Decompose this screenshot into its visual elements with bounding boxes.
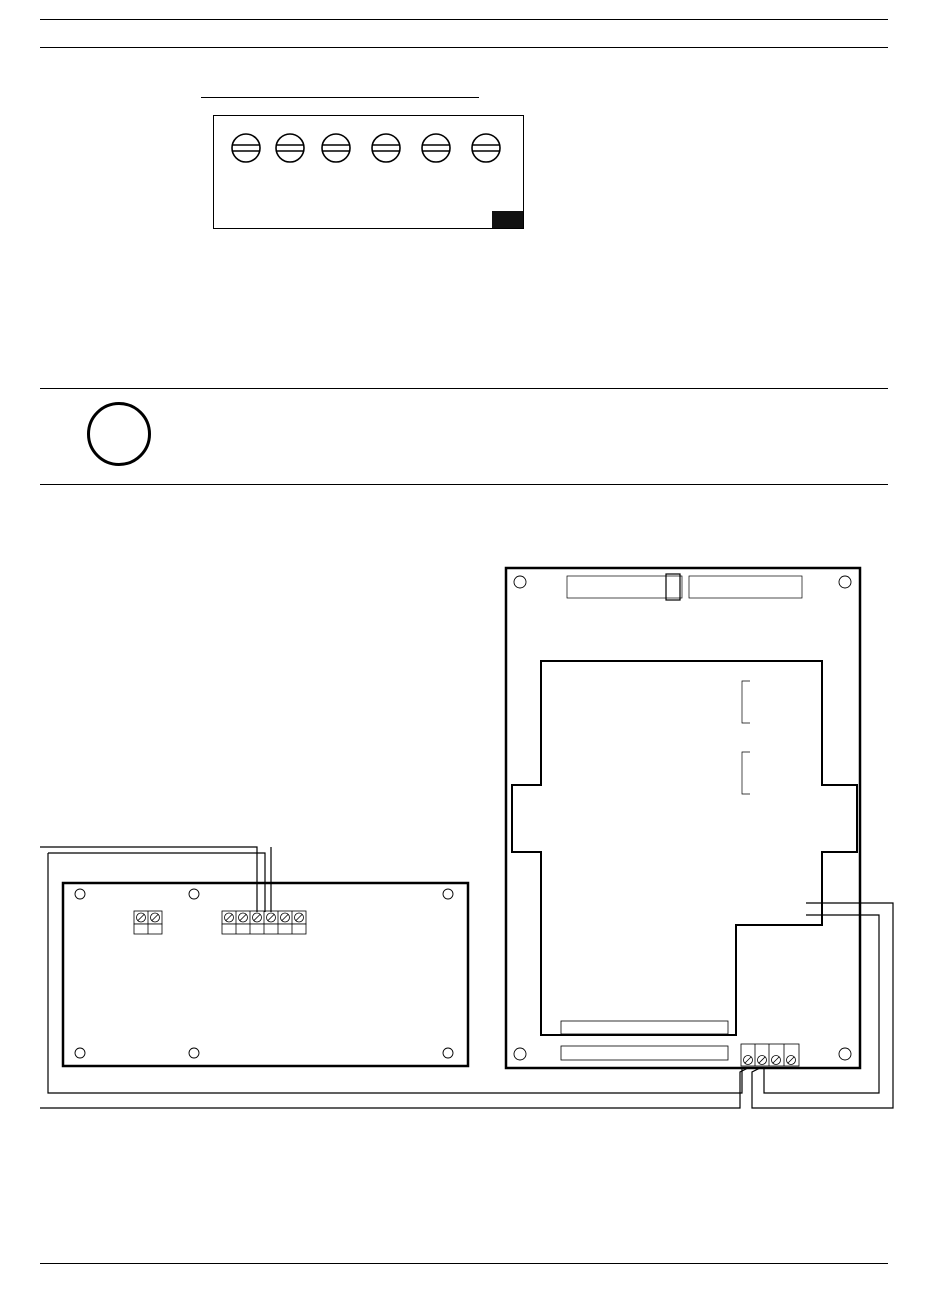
- wire: [752, 903, 893, 1108]
- psu-output-terminal-block: [222, 911, 306, 934]
- ribbon-connectors: [561, 1021, 728, 1060]
- converter-board: [512, 661, 857, 1035]
- power-header-terminal-block: [741, 1044, 799, 1066]
- wire: [40, 1068, 748, 1108]
- reader-top-terminal-strip: [567, 574, 802, 600]
- ac-input-terminal-block: [134, 911, 162, 934]
- wire: [40, 847, 257, 912]
